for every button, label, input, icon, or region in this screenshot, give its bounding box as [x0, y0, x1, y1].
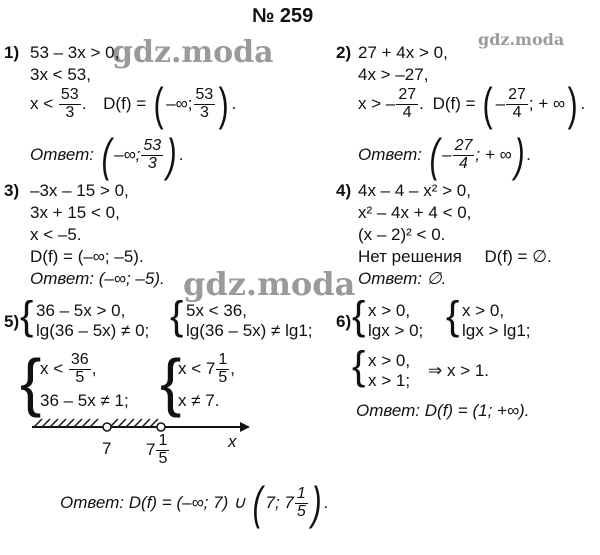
fraction [141, 138, 163, 173]
numerator: 27 [454, 137, 473, 155]
fraction [194, 87, 216, 122]
fraction [506, 87, 528, 122]
tick-label: 7 [102, 439, 112, 458]
right-paren: ) [218, 78, 229, 130]
numerator: 1 [158, 432, 168, 449]
comma: , [91, 358, 97, 378]
left-paren: ( [252, 477, 263, 529]
problem-number: 4) [336, 181, 352, 200]
system-line: x ≠ 7. [178, 391, 220, 410]
left-paren: ( [429, 129, 440, 181]
problem-number: 6) [336, 312, 352, 331]
problem-number: 3) [4, 181, 20, 200]
period: . [81, 93, 87, 113]
fraction [295, 486, 308, 521]
solution-line: x < $\frac{53}{3}$ . D(f) = ( –∞; $\frac{53}{3}$ ) . [30, 78, 237, 130]
fraction [216, 352, 229, 387]
solution-line: x > – $\frac{27}{4}$ . D(f) = ( – $\frac{27}{4}$ ; + ∞) . [358, 78, 586, 130]
answer-line: Ответ: ∅. [358, 269, 447, 288]
arrow-head [240, 422, 250, 432]
system-line: lgx > 0; [368, 321, 424, 340]
denominator: 5 [296, 502, 306, 520]
inequality: x < [30, 93, 54, 113]
system-line: x > 1; [368, 371, 411, 390]
system-line: x > 0, [368, 351, 411, 370]
number-line [30, 415, 250, 445]
line: –3x – 15 > 0, [30, 181, 129, 200]
numerator: 53 [195, 86, 214, 104]
answer-label: Ответ: [358, 144, 423, 164]
problem-number: 1) [4, 43, 20, 62]
right-paren: ) [514, 129, 525, 181]
right-paren: ) [311, 477, 322, 529]
line: (x – 2)² < 0. [358, 225, 446, 244]
denominator: 3 [65, 103, 75, 121]
minus-sign: – [495, 93, 506, 113]
axis-label: x [228, 432, 237, 451]
system-line: 36 – 5x ≠ 1; [40, 391, 129, 410]
fraction [396, 87, 418, 122]
line: 4x > –27, [358, 65, 429, 84]
domain-text: D(f) = ∅. [484, 247, 552, 266]
line: D(f) = (–∞; –5). [30, 247, 144, 266]
denominator: 4 [512, 103, 522, 121]
left-paren: ( [483, 78, 493, 130]
answer-line: Ответ: ( –∞; $\frac{53}{3}$ ) . [30, 129, 185, 181]
line: x² – 4x + 4 < 0, [358, 203, 472, 222]
system-brace: { [352, 344, 366, 388]
answer-line: Ответ: D(f) = (1; +∞). [356, 401, 530, 420]
numerator: 27 [508, 86, 526, 104]
hatching [34, 419, 158, 427]
denominator: 4 [402, 103, 412, 121]
denominator: 5 [218, 368, 228, 386]
system-line: lgx > lg1; [462, 321, 531, 340]
no-solution-text: Нет решения [358, 247, 462, 266]
domain-label: D(f) = [103, 93, 147, 113]
left-paren: ( [153, 78, 164, 130]
watermark: gdz.moda [112, 35, 274, 70]
system-line: x > 0, [368, 301, 411, 320]
watermark: gdz.moda [183, 265, 356, 303]
numerator: 27 [398, 86, 417, 104]
answer-line: Ответ: D(f) = (–∞; 7) ∪ ( 7; 7 $\frac{1}{5}$ ) . [60, 477, 329, 529]
right-paren: ) [166, 129, 177, 181]
fraction [453, 138, 475, 173]
system-brace: { [160, 346, 182, 418]
answer-interval: –∞; [114, 144, 141, 164]
answer-label: Ответ: [30, 144, 95, 164]
system-line: 5x < 36, [186, 301, 247, 320]
tick-label [146, 433, 170, 468]
open-point [157, 423, 165, 431]
system-line: 36 – 5x > 0, [36, 301, 126, 320]
line: x < –5. [30, 225, 82, 244]
denominator: 3 [199, 103, 209, 121]
numerator: 53 [143, 137, 162, 155]
system-line: x > 0, [462, 301, 505, 320]
fraction [69, 352, 91, 387]
answer-interval: 7; 7 [265, 492, 294, 512]
right-paren: ) [567, 78, 578, 130]
comma: , [230, 358, 235, 378]
system-line [40, 352, 96, 387]
open-point [103, 423, 111, 431]
system-brace: { [352, 294, 366, 338]
problem-title: № 259 [252, 5, 314, 27]
watermark: gdz.moda [478, 30, 565, 49]
system-brace: { [20, 346, 42, 418]
fraction [156, 433, 169, 468]
denominator: 3 [147, 154, 157, 172]
minus-sign: – [442, 144, 452, 164]
system-brace: { [170, 294, 184, 338]
line: 53 – 3x > 0, [30, 43, 120, 62]
answer-interval: ; + ∞ [475, 144, 512, 164]
denominator: 4 [459, 154, 468, 172]
system-line: lg(36 – 5x) ≠ lg1; [186, 321, 313, 340]
line: 4x – 4 – x² > 0, [358, 181, 471, 200]
answer-text: Ответ: D(f) = (–∞; 7) ∪ [60, 492, 246, 512]
line: 3x < 53, [30, 65, 91, 84]
answer-line: Ответ: ( – $\frac{27}{4}$ ; + ∞) . [358, 129, 532, 181]
denominator: 5 [75, 368, 85, 386]
conclusion: ⇒ x > 1. [428, 361, 490, 380]
numerator: 1 [296, 485, 306, 503]
inequality: x < [40, 358, 64, 378]
problem-number: 2) [336, 43, 352, 62]
whole-part: 7 [146, 439, 156, 459]
period: . [419, 93, 424, 113]
inequality: x < 7 [178, 358, 216, 378]
system-line: lg(36 – 5x) ≠ 0; [36, 321, 150, 340]
line [358, 248, 552, 265]
system-brace: { [20, 294, 34, 338]
left-paren: ( [101, 129, 112, 181]
denominator: 5 [158, 449, 168, 467]
line: 3x + 15 < 0, [30, 203, 120, 222]
numerator: 36 [70, 351, 89, 368]
problem-number: 5) [4, 312, 20, 331]
domain-interval: –∞; [166, 93, 193, 113]
line: 27 + 4x > 0, [358, 43, 448, 62]
system-brace: { [446, 294, 460, 338]
fraction [59, 87, 81, 122]
answer-line: Ответ: (–∞; –5). [30, 269, 165, 288]
system-line [178, 352, 235, 387]
numerator: 53 [60, 86, 79, 104]
numerator: 1 [218, 351, 228, 368]
domain-interval: ; + ∞ [528, 93, 566, 113]
inequality: x > – [358, 93, 396, 113]
domain-label: D(f) = [432, 93, 476, 113]
